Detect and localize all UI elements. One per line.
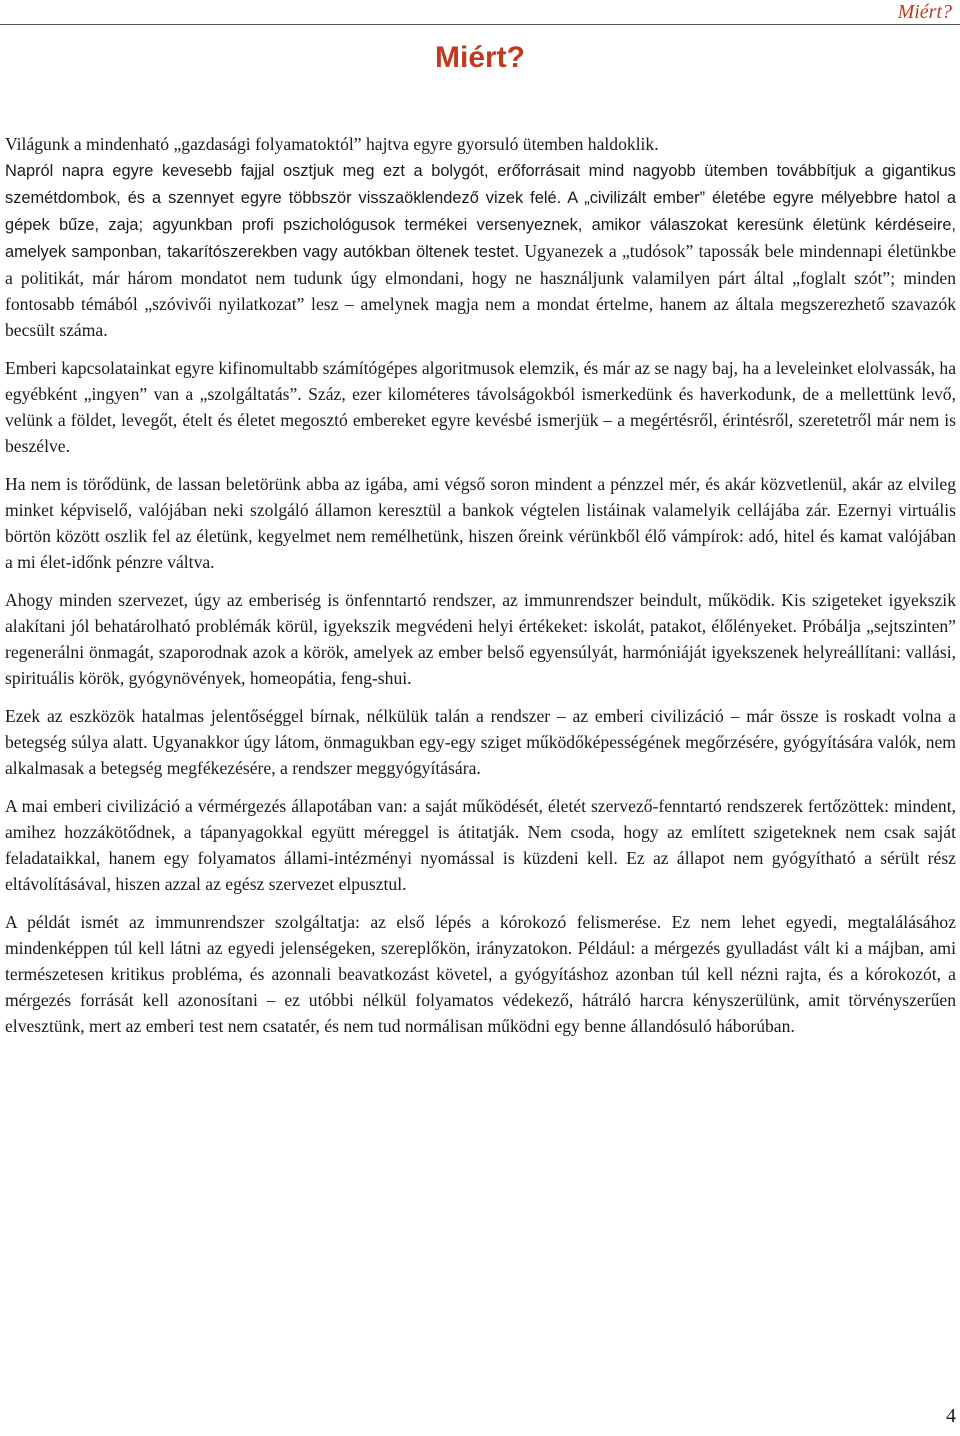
paragraph-2 [5,157,956,343]
paragraph-4: Ha nem is törődünk, de lassan beletörünk abba az igába, ami végső soron mindent a pénzzel mér, és akár közvetlenül, akár az elvileg minket képviselő, valójában neki szolgáló államon keresztül a bankok végtelen listáinak valamelyik cellájába zár. Ezernyi virtuális börtön között oszlik fel az életünk, kegyelmet nem remélhetünk, hiszen őreink vérünkből élő vámpírok: adó, hitel és kamat valójában a mi élet-időnk pénzre váltva. [5,474,956,572]
paragraph-1: Világunk a mindenható „gazdasági folyamatoktól” hajtva egyre gyorsuló ütemben haldoklik. [5,134,659,154]
paragraph-2-serif-part: Ugyanezek a „tudósok” tapossák bele mindennapi életünkbe a politikát, már három mondatot nem tudunk úgy elmondani, hogy ne használjunk valamilyen párt által „foglalt szót”; minden fontosabb témából „szóvivői nyilatkozat” lesz – amelynek magja nem a mondat értelme, hanem az általa megszerezhető szavazók becsült száma. [5,241,956,340]
page-title: Miért? [435,41,525,74]
paragraph-8: A példát ismét az immunrendszer szolgáltatja: az első lépés a kórokozó felismerése. Ez nem lehet egyedi, megtalálásához mindenképpen túl kell látni az egyedi jelenségeken, szereplőkön, irányzatokon. Például: a mérgezés gyulladást vált ki a májban, ami természetesen kritikus probléma, és azonnali beavatkozást követel, a gyógyításhoz azonban túl kell nézni rajta, és a kórokozót, a mérgezés forrását kell azonosítani – ez utóbbi nélkül folyamatos védekező, hátráló harcra kényszerülünk, amit törvényszerűen elvesztünk, mert az emberi test nem csatatér, és nem tud normálisan működni egy benne állandósuló háborúban. [5,912,956,1036]
paragraph-7: A mai emberi civilizáció a vérmérgezés állapotában van: a saját működését, életét szervező-fenntartó rendszerek fertőzöttek: mindent, amihez hozzákötődnek, a tápanyagokkal együtt méreggel is átitatják. Nem csoda, hogy az említett szigeteknek nem csak saját feladataikkal, hanem egy folyamatos állami-intézményi nyomással is küzdeni kell. Ez az állapot nem gyógyítható a sérült rész eltávolításával, hiszen azzal az egész szervezet elpusztul. [5,796,956,894]
running-header-title: Miért? [897,1,952,23]
article-body [5,131,956,1051]
paragraph-2-sans-part: Napról napra egyre kevesebb fajjal osztjuk meg ezt a bolygót, erőforrásait mind nagyobb ütemben továbbítjuk a gigantikus szemétdombok, és a szennyet egyre többször visszaöklendező vizek felé. A „civilizált ember” életébe egyre mélyebbre hatol a gépek bűze, zaja; agyunkban profi pszichológusok termékei versenyeznek, amikor válaszokat keresünk életünk kérdéseire, amelyek samponban, takarítószerekben vagy autókban öltenek testet. [5,162,956,261]
page-number: 4 [946,1405,956,1427]
header-divider [0,24,960,25]
paragraph-6: Ezek az eszközök hatalmas jelentőséggel bírnak, nélkülük talán a rendszer – az emberi civilizáció – már össze is roskadt volna a betegség súlya alatt. Ugyanakkor úgy látom, önmagukban egy-egy sziget működőképességének megőrzésére, gyógyítására valók, nem alkalmasak a betegség megfékezésére, a rendszer meggyógyítására. [5,706,956,778]
paragraph-3: Emberi kapcsolatainkat egyre kifinomultabb számítógépes algoritmusok elemzik, és már az se nagy baj, ha a leveleinket elolvassák, ha egyébként „ingyen” van a „szolgáltatás”. Száz, ezer kilométeres távolságokból ismerkedünk és haverkodunk, de a mellettünk levő, velünk a földet, levegőt, ételt és életet megosztó embereket egyre kevésbé ismerjük – a megértésről, érintésről, szeretetről már nem is beszélve. [5,358,956,456]
paragraph-5: Ahogy minden szervezet, úgy az emberiség is önfenntartó rendszer, az immunrendszer beindult, működik. Kis szigeteket igyekszik alakítani jól behatárolható problémák körül, igyekszik megvédeni helyi értékeket: iskolát, patakot, élőlényeket. Próbálja „sejtszinten” regenerálni önmagát, szaporodnak azok a körök, amelyek az ember belső egyensúlyát, harmóniáját igyekszenek helyreállítani: vallási, spirituális körök, gyógynövények, homeopátia, feng-shui. [5,590,956,688]
